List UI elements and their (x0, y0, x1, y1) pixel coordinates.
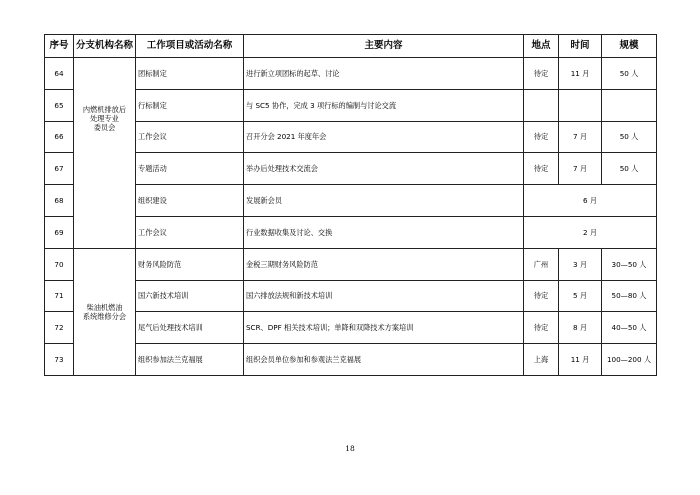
header-place: 地点 (524, 35, 559, 58)
branch-cell (74, 58, 136, 249)
row-content: 发展新会员 (244, 185, 524, 217)
row-project: 组织参加法兰克福展 (136, 344, 244, 376)
row-place: 待定 (524, 153, 559, 185)
branch-line: 处理专业 (90, 114, 119, 124)
row-content: 金税三期财务风险防范 (244, 248, 524, 280)
row-project: 尾气后处理技术培训 (136, 312, 244, 344)
branch-line: 委员会 (93, 123, 116, 133)
row-no: 72 (45, 312, 74, 344)
row-project: 工作会议 (136, 216, 244, 248)
row-place: 待定 (524, 121, 559, 153)
table-header-row (45, 35, 657, 58)
row-time: 8 月 (559, 312, 602, 344)
row-scale: 50 人 (602, 58, 657, 90)
row-time: 3 月 (559, 248, 602, 280)
row-no: 66 (45, 121, 74, 153)
row-no: 65 (45, 89, 74, 121)
row-time: 11 月 (559, 58, 602, 90)
branch-line: 内燃机排放后 (82, 105, 127, 115)
table-row (45, 312, 657, 344)
header-no: 序号 (45, 35, 74, 58)
row-no: 71 (45, 280, 74, 312)
row-time: 7 月 (559, 121, 602, 153)
page-number: 18 (345, 444, 355, 453)
row-scale: 50—80 人 (602, 280, 657, 312)
table-row (45, 344, 657, 376)
row-content: 国六排放法规和新技术培训 (244, 280, 524, 312)
branch-cell (74, 248, 136, 375)
row-content: 进行新立项团标的起草、讨论 (244, 58, 524, 90)
row-time: 11 月 (559, 344, 602, 376)
row-place: 待定 (524, 312, 559, 344)
row-scale: 50 人 (602, 121, 657, 153)
row-no: 68 (45, 185, 74, 217)
table-row (45, 89, 657, 121)
row-project: 行标制定 (136, 89, 244, 121)
row-no: 73 (45, 344, 74, 376)
row-no: 64 (45, 58, 74, 90)
row-scale: 30—50 人 (602, 248, 657, 280)
branch-line: 系统维修分会 (82, 311, 127, 321)
row-no: 69 (45, 216, 74, 248)
row-time (559, 89, 602, 121)
row-content: SCR、DPF 相关技术培训；单降和双降技术方案培训 (244, 312, 524, 344)
row-content: 与 SC5 协作，完成 3 项行标的编制与讨论交流 (244, 89, 524, 121)
table-row (45, 248, 657, 280)
row-no: 70 (45, 248, 74, 280)
row-scale: 40—50 人 (602, 312, 657, 344)
row-content: 行业数据收集及讨论、交换 (244, 216, 524, 248)
table-row (45, 185, 657, 217)
header-time: 时间 (559, 35, 602, 58)
header-branch: 分支机构名称 (74, 35, 136, 58)
row-scale (602, 89, 657, 121)
row-no: 67 (45, 153, 74, 185)
header-content: 主要内容 (244, 35, 524, 58)
row-place: 待定 (524, 280, 559, 312)
row-content: 组织会员单位参加和参观法兰克福展 (244, 344, 524, 376)
table-row (45, 216, 657, 248)
row-place: 待定 (524, 58, 559, 90)
row-content: 举办后处理技术交流会 (244, 153, 524, 185)
row-place (524, 89, 559, 121)
row-project: 团标制定 (136, 58, 244, 90)
row-scale: 50 人 (602, 153, 657, 185)
activity-table (44, 34, 657, 376)
header-project: 工作项目或活动名称 (136, 35, 244, 58)
row-place: 上海 (524, 344, 559, 376)
row-time: 2 月 (524, 216, 657, 248)
header-scale: 规模 (602, 35, 657, 58)
row-content: 召开分会 2021 年度年会 (244, 121, 524, 153)
table-row (45, 121, 657, 153)
row-time: 7 月 (559, 153, 602, 185)
branch-line: 柴油机燃油 (86, 302, 123, 312)
row-time: 6 月 (524, 185, 657, 217)
row-time: 5 月 (559, 280, 602, 312)
row-scale: 100—200 人 (602, 344, 657, 376)
row-project: 工作会议 (136, 121, 244, 153)
row-place: 广州 (524, 248, 559, 280)
table-row (45, 58, 657, 90)
table-row (45, 280, 657, 312)
row-project: 国六新技术培训 (136, 280, 244, 312)
row-project: 财务风险防范 (136, 248, 244, 280)
row-project: 组织建设 (136, 185, 244, 217)
row-project: 专题活动 (136, 153, 244, 185)
table-row (45, 153, 657, 185)
